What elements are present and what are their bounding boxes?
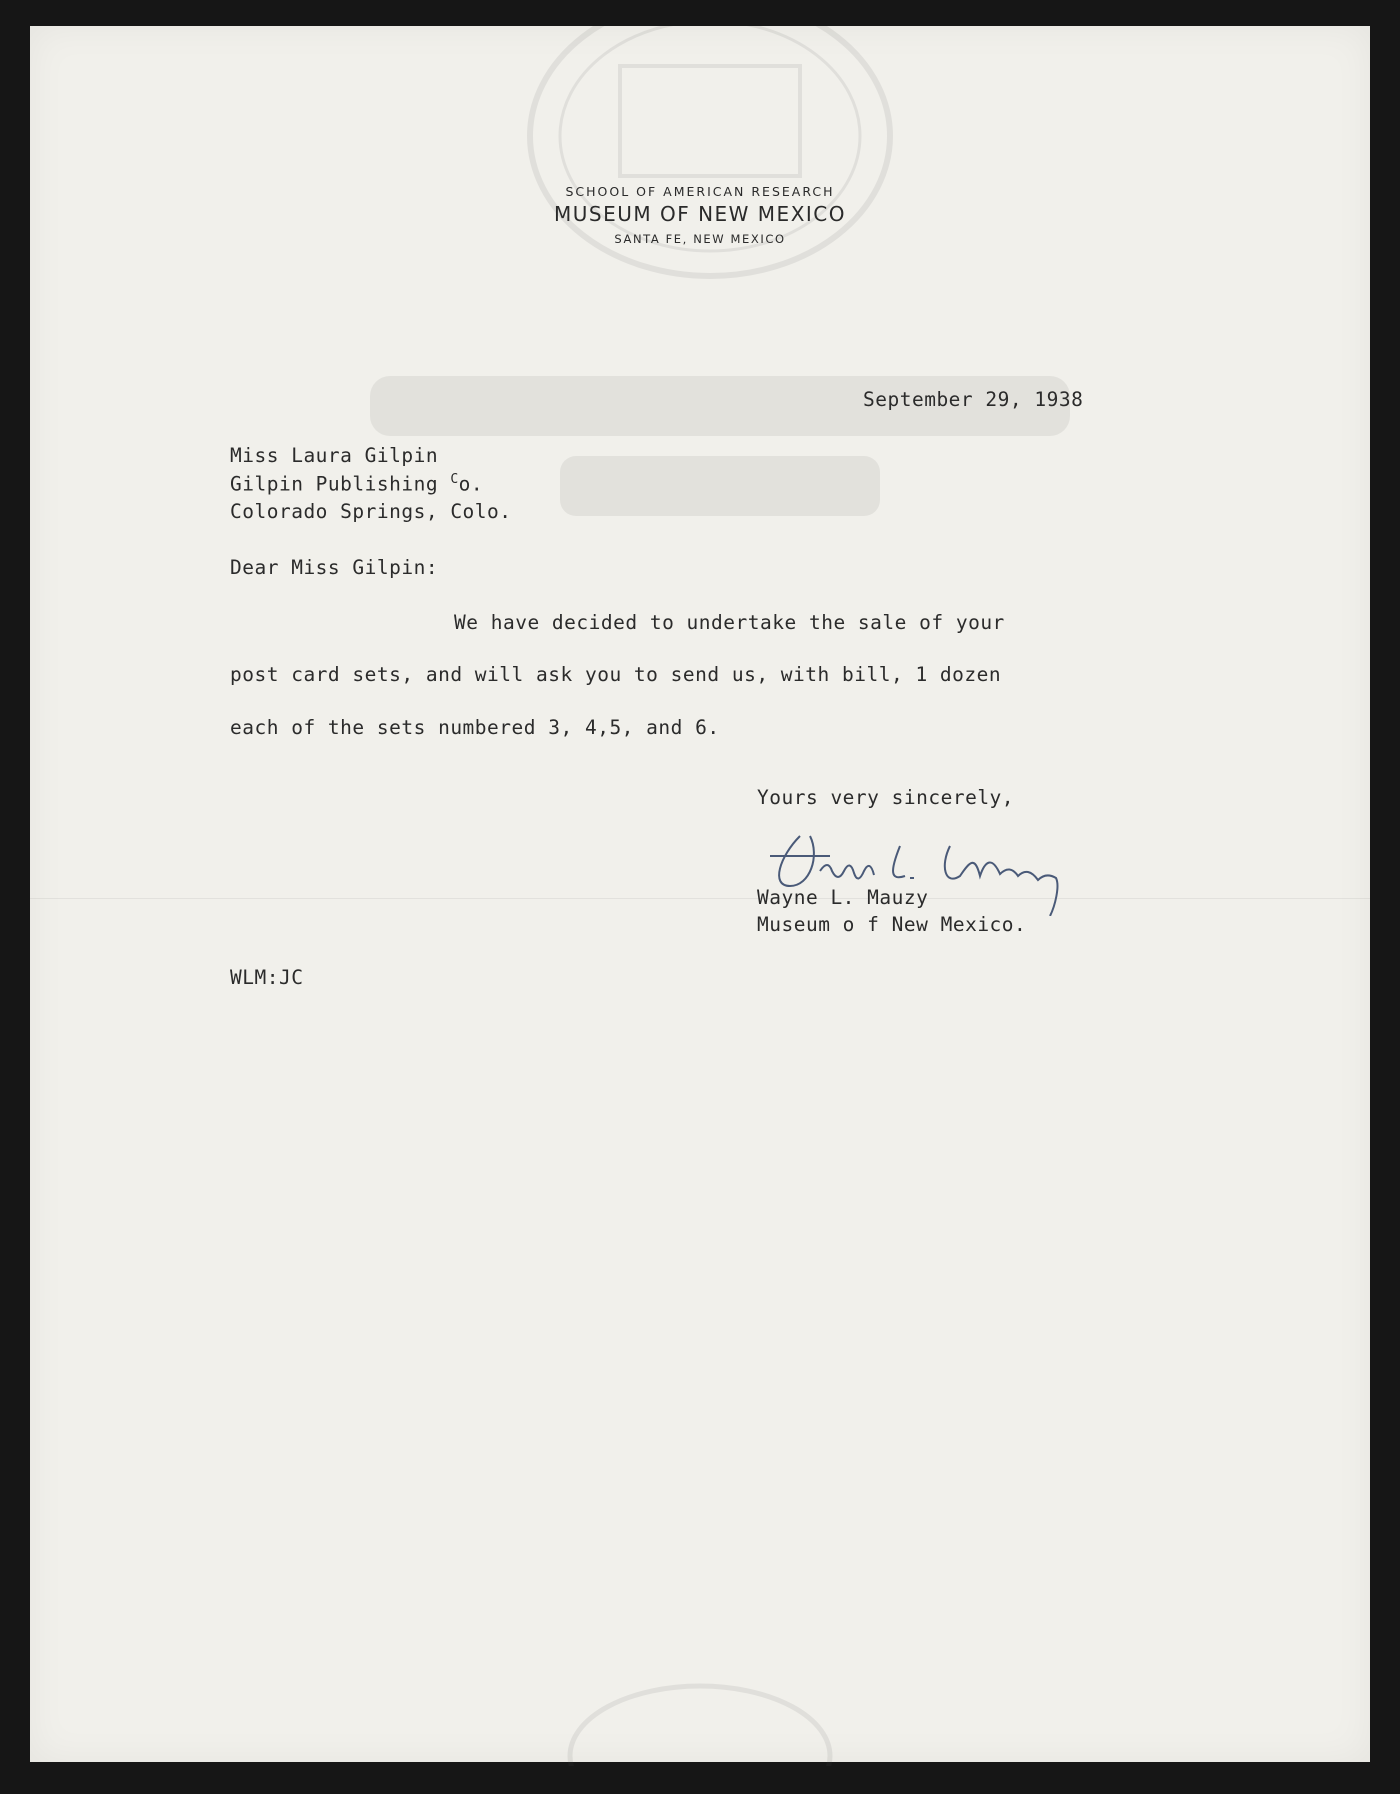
- company-suffix: o.: [458, 472, 484, 496]
- letterhead-subtitle: SCHOOL OF AMERICAN RESEARCH: [565, 184, 835, 199]
- letterhead-location: SANTA FE, NEW MEXICO: [614, 232, 786, 246]
- salutation: Dear Miss Gilpin:: [230, 556, 439, 579]
- letter-date: September 29, 1938: [863, 388, 1084, 411]
- recipient-city: Colorado Springs, Colo.: [230, 500, 512, 523]
- seal-watermark: [500, 26, 920, 286]
- recipient-name: Miss Laura Gilpin: [230, 444, 439, 467]
- typist-initials: WLM:JC: [230, 966, 304, 989]
- letter-page: [30, 26, 1370, 1762]
- body-line-2: post card sets, and will ask you to send us, with bill, 1 dozen: [230, 663, 1002, 686]
- recipient-company: [230, 472, 483, 496]
- body-line-1: We have decided to undertake the sale of your: [454, 611, 1005, 634]
- body-line-3: each of the sets numbered 3, 4,5, and 6.: [230, 716, 720, 739]
- company-prefix: Gilpin Publishing: [230, 472, 451, 496]
- closing: Yours very sincerely,: [757, 786, 1015, 809]
- letterhead-title: MUSEUM OF NEW MEXICO: [553, 202, 846, 226]
- paper-fold: [30, 898, 1370, 899]
- company-sup: C: [450, 472, 459, 487]
- sender-org: Museum o f New Mexico.: [757, 913, 1027, 936]
- seal-watermark-bottom: [550, 1666, 850, 1766]
- sender-name: Wayne L. Mauzy: [757, 886, 929, 909]
